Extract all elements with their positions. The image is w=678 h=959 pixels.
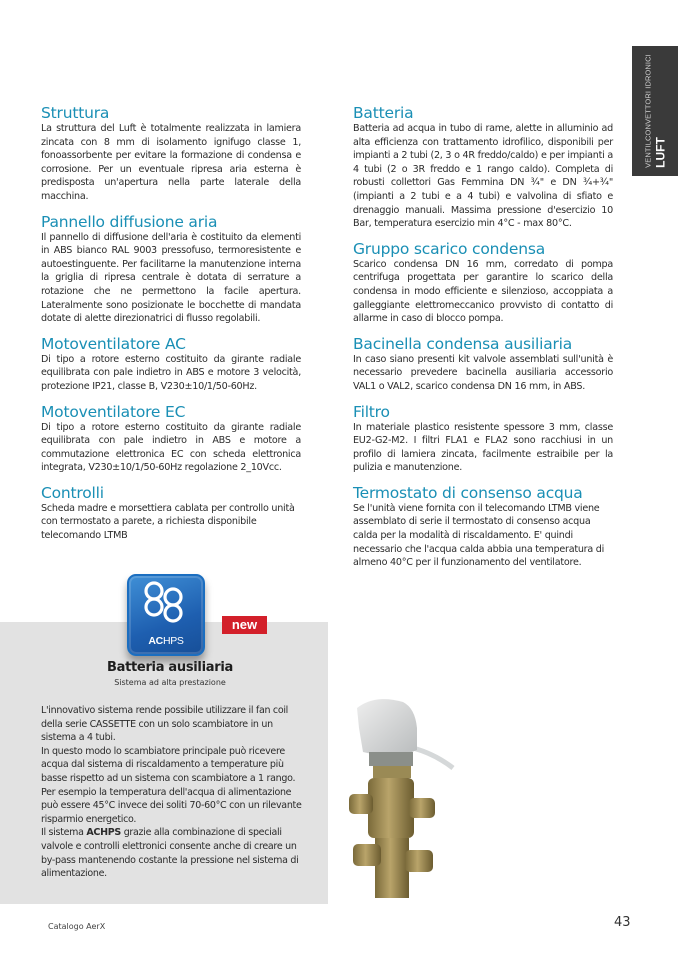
section-controlli: [41, 484, 301, 543]
achps-logo: [127, 574, 205, 656]
section-title: Pannello diffusione aria: [41, 212, 218, 231]
side-tab: [632, 46, 678, 176]
promo-body: [41, 704, 303, 881]
section-body: Di tipo a rotore esterno costituito da girante radiale equilibrata con pale indietro in ABS e motore 3 velocità, protezione IP21, classe B, V230±10/1/50-60Hz.: [41, 353, 301, 392]
section-body: In materiale plastico resistente spessore 3 mm, classe EU2-G2-M2. I filtri FLA1 e FLA2 sono racchiusi in un profilo di lamiera zincata, facilmente estraibile per la pulizia e manutenzione.: [353, 421, 613, 474]
section-title: Gruppo scarico condensa: [353, 239, 546, 258]
section-title: Bacinella condensa ausiliaria: [353, 334, 573, 353]
new-badge: new: [222, 616, 267, 634]
section-title: Filtro: [353, 402, 390, 421]
section-body: Di tipo a rotore esterno costituito da girante radiale equilibrata con pale indietro in ABS e motore a commutazione elettronica EC con scheda elettronica integrata, V230±10/1/50-60Hz regolazione 2_10Vcc.: [41, 421, 301, 474]
side-tab-category: VENTILCONVETTORI IDRONICI: [643, 54, 653, 168]
valve-actuator-image: [335, 688, 455, 903]
section-title: Batteria: [353, 104, 414, 122]
section-title: Motoventilatore EC: [41, 402, 186, 421]
section-batteria: [353, 104, 613, 231]
section-title: Motoventilatore AC: [41, 334, 186, 353]
section-body: Se l'unità viene fornita con il telecomando LTMB viene assemblato di serie il termostato di consenso acqua calda per la modalità di riscaldamento. E' quindi necessario che l'acqua calda abbia una temperatura di almeno 40°C per il funzionamento del ventilatore.: [353, 502, 605, 569]
section-body: Batteria ad acqua in tubo di rame, alette in alluminio ad alta efficienza con trattamento idrofilico, disponibili per impianti a 2 tubi (2, 3 o 4R freddo/caldo) e per impianti a 4 tubi (2 o 3R freddo e 1 rango caldo). Completa di robusti collettori Gas Femmina DN ¾" e DN ¾+¾" (impianti a 2 tubi e a 4 tubi) e valvolina di sfiato e drenaggio manuali. Massima pressione d'esercizio 10 Bar, temperatura esercizio min 4°C - max 80°C.: [353, 123, 613, 230]
promo-title: Batteria ausiliaria: [107, 660, 233, 675]
logo-text: [129, 635, 203, 647]
section-struttura: [41, 104, 301, 204]
right-column: [353, 104, 613, 579]
section-motoventilatore-ec: [41, 403, 301, 475]
page-number: 43: [614, 915, 631, 930]
promo-paragraph: L'innovativo sistema rende possibile utilizzare il fan coil della serie CASSETTE con un solo scambiatore in un sistema a 4 tubi.: [41, 705, 289, 744]
section-body: In caso siano presenti kit valvole assemblati sull'unità è necessario prevedere bacinella ausiliaria accessorio VAL1 o VAL2, scarico condensa DN 16 mm, in ABS.: [353, 353, 613, 392]
section-title: Controlli: [41, 483, 104, 502]
footer-catalog-name: Catalogo AerX: [48, 922, 106, 931]
promo-text: grazie alla combinazione di speciali valvole e controlli elettronici consente anche di creare un by-pass mantenendo costante la pressione nel sistema di alimentazione.: [41, 827, 299, 880]
section-filtro: [353, 403, 613, 475]
promo-text-bold: ACHPS: [86, 827, 121, 839]
section-body: Il pannello di diffusione dell'aria è costituito da elementi in ABS bianco RAL 9003 pressofuso, termoresistente e autoestinguente. Per facilitarne la manutenzione interna la griglia di ripresa centrale è dotata di serrature a rotazione che ne permettono la facile apertura. Lateralmente sono posizionate le bocchette di mandata dotate di alette direzionatrici di flusso regolabili.: [41, 231, 301, 325]
section-body: Scheda madre e morsettiera cablata per controllo unità con termostato a parete, a richiesta disponibile telecomando LTMB: [41, 502, 295, 542]
section-body: La struttura del Luft è totalmente realizzata in lamiera zincata con 8 mm di isolamento ignifugo classe 1, fonoassorbente per evitare la formazione di condensa e corrosione. Per un eventuale ripresa aria esterna è predisposta un'apertura nella parte laterale della macchina.: [41, 123, 301, 202]
promo-text: Il sistema: [41, 827, 87, 839]
logo-text-bold: AC: [148, 635, 163, 647]
section-title: Struttura: [41, 104, 110, 122]
section-body: Scarico condensa DN 16 mm, corredato di pompa centrifuga progettata per garantire lo scarico della condensa in modo efficiente e silenzioso, accoppiata a galleggiante elettromeccanico provvisto di contatto di allarme in caso di blocco pompa.: [353, 258, 613, 325]
promo-paragraph: [41, 826, 303, 880]
left-column: [41, 104, 301, 552]
section-motoventilatore-ac: [41, 335, 301, 394]
section-pannello-diffusione-aria: [41, 213, 301, 326]
section-bacinella-condensa-ausiliaria: [353, 335, 613, 394]
rings-icon: [141, 580, 191, 628]
side-tab-model: LUFT: [653, 137, 668, 168]
logo-text-light: HPS: [162, 635, 184, 647]
section-title: Termostato di consenso acqua: [353, 483, 583, 502]
section-termostato-consenso-acqua: [353, 484, 613, 570]
section-gruppo-scarico-condensa: [353, 240, 613, 326]
promo-subtitle: Sistema ad alta prestazione: [114, 678, 226, 687]
promo-paragraph: In questo modo lo scambiatore principale può ricevere acqua dal sistema di riscaldamento a temperature più basse rispetto ad un sistema con scambiatore a 1 rango. Per esempio la temperatura dell'acqua di alimentazione può essere 45°C invece dei soliti 70-60°C con un rilevante risparmio energetico.: [41, 745, 302, 825]
